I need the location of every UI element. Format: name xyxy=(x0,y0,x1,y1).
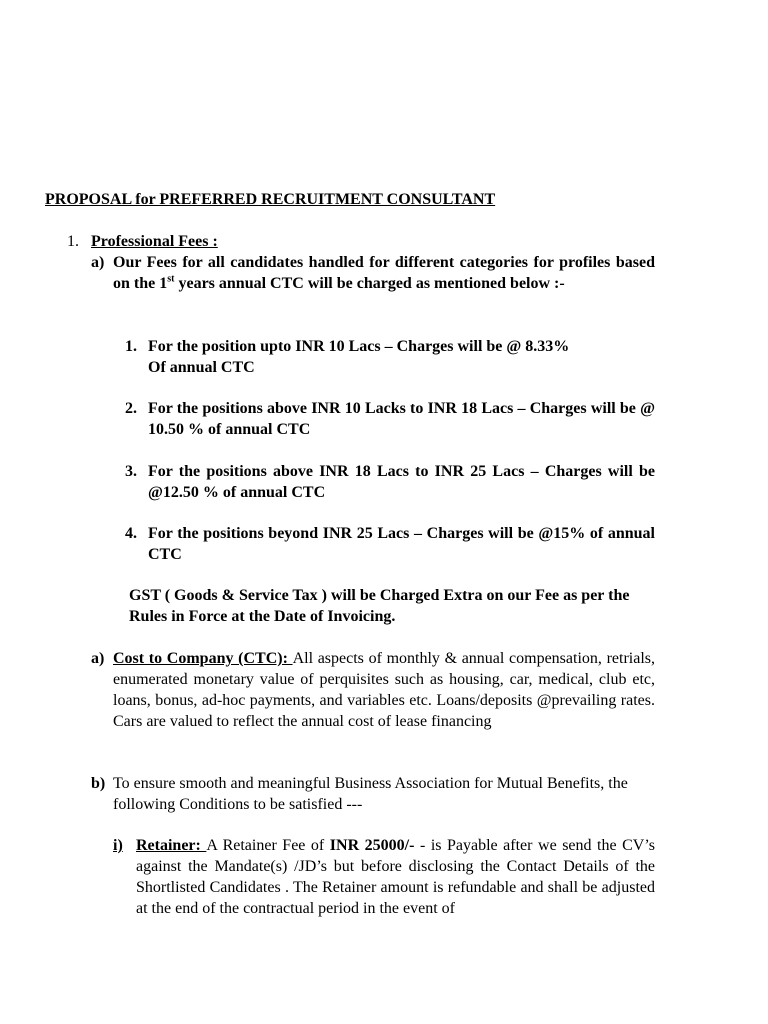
tier-marker: 3. xyxy=(125,463,137,480)
ctc-heading: Cost to Company (CTC): xyxy=(113,650,293,667)
retainer-amount: INR 25000/- xyxy=(329,837,415,854)
ctc-text: All aspects of monthly & annual compensation, retrials, enumerated monetary value of perquisites such as housing, car, medical, club etc, loans, bonus, ad-hoc payments, and variables etc. Loans/deposits @prevailing rates. Cars are valued to reflect the annual cost of lease financing xyxy=(113,650,655,730)
gst-note: GST ( Goods & Service Tax ) will be Charged Extra on our Fee as per the Rules in Force at the Date of Invoicing. xyxy=(129,587,630,625)
tier-text: For the position upto INR 10 Lacs – Charges will be @ 8.33% xyxy=(148,338,570,355)
tier-text: For the positions above INR 10 Lacks to INR 18 Lacs – Charges will be @ 10.50 % of annual CTC xyxy=(148,400,655,438)
fees-superscript: st xyxy=(167,273,175,285)
fees-paragraph xyxy=(113,252,655,294)
tier-text: Of annual CTC xyxy=(148,359,255,376)
item-marker: a) xyxy=(91,650,105,667)
tier-text: For the positions above INR 18 Lacs to INR 25 Lacs – Charges will be @12.50 % of annual CTC xyxy=(148,463,655,501)
conditions-paragraph: To ensure smooth and meaningful Business Association for Mutual Benefits, the following Conditions to be satisfied --- xyxy=(113,775,628,813)
tier-marker: 1. xyxy=(125,338,137,355)
retainer-heading: Retainer: xyxy=(136,837,207,854)
fees-text: Our Fees for all candidates handled for different categories for profiles based on the 1 xyxy=(113,254,655,292)
retainer-text-cont: - is Payable after we send the CV’s against the Mandate(s) /JD’s but before disclosing the Contact Details of the Shortlisted Candidates . The Retainer amount is refundable and shall be adjusted at the end of the contractual period in the event of xyxy=(136,837,656,917)
tier-marker: 4. xyxy=(125,525,137,542)
retainer-text: A Retainer Fee of xyxy=(206,837,330,854)
ctc-paragraph xyxy=(113,648,655,732)
item-marker: b) xyxy=(91,775,106,792)
section-heading: Professional Fees : xyxy=(91,233,218,250)
document-title: PROPOSAL for PREFERRED RECRUITMENT CONSULTANT xyxy=(45,191,496,208)
tier-marker: 2. xyxy=(125,400,137,417)
fees-text-cont: years annual CTC will be charged as mentioned below :- xyxy=(174,275,565,292)
tier-text: For the positions beyond INR 25 Lacs – Charges will be @15% of annual CTC xyxy=(148,525,655,563)
section-number: 1. xyxy=(67,233,79,250)
item-marker: a) xyxy=(91,254,105,271)
sub-item-marker: i) xyxy=(113,837,123,854)
retainer-paragraph xyxy=(136,835,655,919)
